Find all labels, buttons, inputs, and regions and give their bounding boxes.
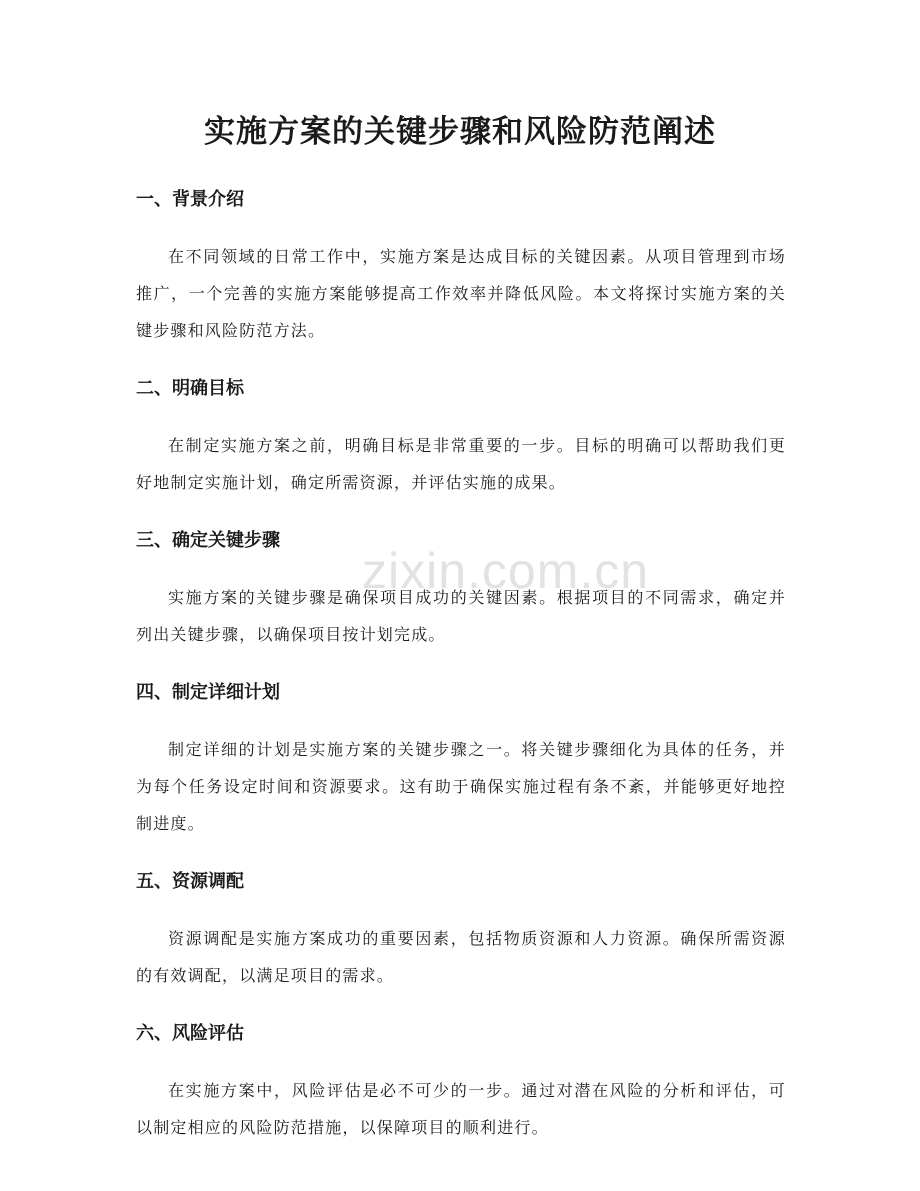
section-paragraph: 制定详细的计划是实施方案的关键步骤之一。将关键步骤细化为具体的任务，并为每个任务设定时间和资源要求。这有助于确保实施过程有条不紊，并能够更好地控制进度。 — [136, 740, 786, 833]
section-heading: 五、资源调配 — [136, 871, 244, 892]
section-background — [136, 180, 786, 349]
watermark: zixin.com.cn — [362, 543, 650, 599]
section-paragraph: 在实施方案中，风险评估是必不可少的一步。通过对潜在风险的分析和评估，可以制定相应的风险防范措施，以保障项目的顺利进行。 — [136, 1081, 786, 1137]
section-heading: 六、风险评估 — [136, 1023, 244, 1044]
section-risk-assessment — [136, 1014, 786, 1146]
section-define-goals — [136, 369, 786, 501]
section-heading: 三、确定关键步骤 — [136, 530, 280, 551]
section-heading: 二、明确目标 — [136, 378, 244, 399]
page-title: 实施方案的关键步骤和风险防范阐述 — [204, 114, 716, 150]
document-content — [136, 180, 786, 1166]
section-paragraph: 在不同领域的日常工作中，实施方案是达成目标的关键因素。从项目管理到市场推广，一个完善的实施方案能够提高工作效率并降低风险。本文将探讨实施方案的关键步骤和风险防范方法。 — [136, 247, 786, 340]
section-heading: 一、背景介绍 — [136, 189, 244, 210]
section-key-steps — [136, 521, 786, 653]
section-paragraph: 实施方案的关键步骤是确保项目成功的关键因素。根据项目的不同需求，确定并列出关键步骤，以确保项目按计划完成。 — [136, 588, 786, 644]
section-paragraph: 在制定实施方案之前，明确目标是非常重要的一步。目标的明确可以帮助我们更好地制定实施计划，确定所需资源，并评估实施的成果。 — [136, 436, 786, 492]
section-detailed-plan — [136, 673, 786, 842]
section-paragraph: 资源调配是实施方案成功的重要因素，包括物质资源和人力资源。确保所需资源的有效调配，以满足项目的需求。 — [136, 929, 786, 985]
section-heading: 四、制定详细计划 — [136, 682, 280, 703]
section-resource-allocation — [136, 862, 786, 994]
